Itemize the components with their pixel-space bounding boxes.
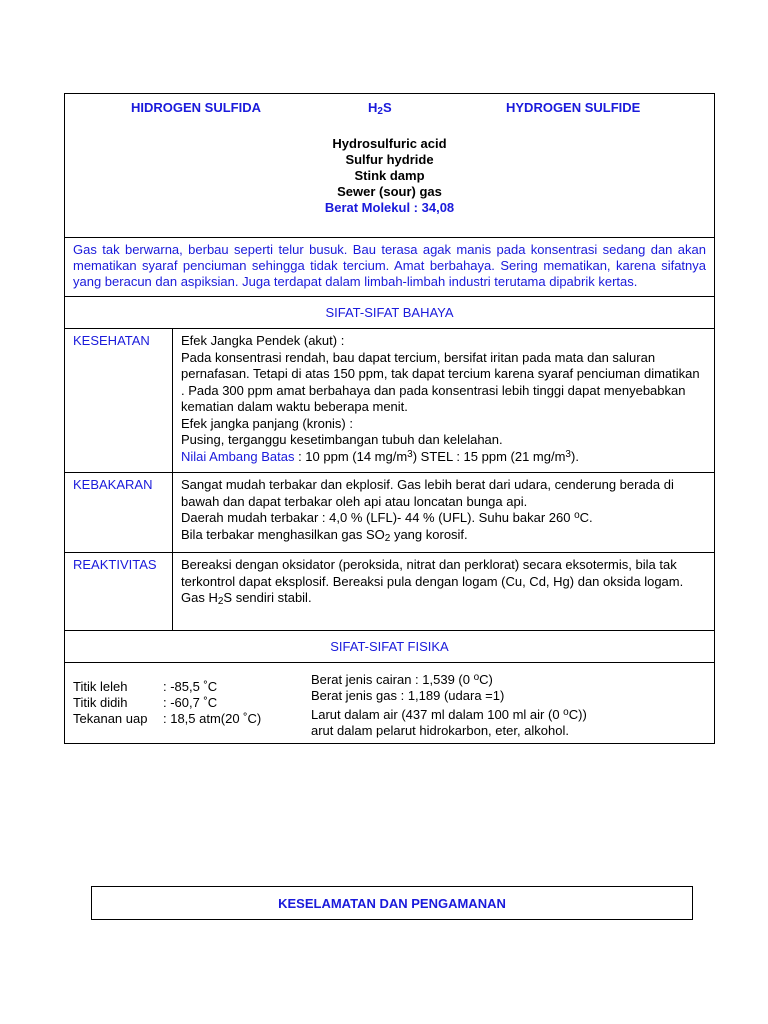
fire-line-1: Sangat mudah terbakar dan ekplosif. Gas lebih berat dari udara, cenderung berada di bawah dan dapat terbakar oleh api atau loncatan bunga api. [181,477,674,509]
superscript: 3 [565,448,571,460]
reactivity-text-b: S sendiri stabil. [223,590,312,605]
melting-value: : -85,5 ˚C [163,679,218,694]
flammable-range [181,510,706,527]
melting-point [73,679,261,695]
liquid-density [311,672,587,688]
acute-title: Efek Jangka Pendek (akut) : [181,333,345,348]
safety-heading: KESELAMATAN DAN PENGAMANAN [91,886,693,920]
fire-row [65,473,714,553]
formula-s: S [382,100,392,115]
synonym-list [65,136,714,216]
vapor-value: : 18,5 atm(20 ˚C) [163,711,262,726]
title-row [65,100,714,118]
physical-heading: SIFAT-SIFAT FISIKA [65,631,714,663]
acute-text: Pada konsentrasi rendah, bau dapat tercium, bersifat iritan pada mata dan saluran pernafasan. Tetapi di atas 150 ppm, tak dapat tercium karena syaraf penciuman dimatikan . Pada 300 ppm amat berbahaya dan pada konsentrasi lebih tinggi dapat menyebabkan kematian dalam waktu beberapa menit. [181,349,700,414]
vapor-label: Tekanan uap [73,711,148,726]
liquid-density-unit: C) [479,672,493,687]
solubility-solvents: arut dalam pelarut hidrokarbon, eter, alkohol. [311,723,569,738]
reactivity-text [181,557,706,607]
document-header [65,94,714,238]
degree-superscript: o [563,707,569,718]
physical-properties [65,663,714,743]
synonym: Sewer (sour) gas [337,184,442,199]
reactivity-row [65,553,714,631]
melting-label: Titik leleh [73,679,128,694]
formula-h: H [368,100,378,115]
health-row [65,329,714,473]
combustion-text-a: Bila terbakar menghasilkan gas SO [181,526,385,542]
solubility-unit: C)) [568,707,587,722]
formula-subscript: 2 [377,106,383,117]
combustion-text-b: yang korosif. [390,526,468,542]
vapor-pressure [73,711,261,727]
threshold-value-a: : 10 ppm (14 mg/m [294,448,408,464]
reactivity-text-a: Bereaksi dengan oksidator (peroksida, nitrat dan perklorat) secara eksotermis, bila tak terkontrol dapat eksplosif. Bereaksi pula dengan logam (Cu, Cd, Hg) dan oksida logam. Gas H [181,557,684,605]
chemical-formula [368,100,392,115]
subscript: 2 [384,532,391,544]
threshold-value-b: ) STEL : 15 ppm (21 mg/m [412,448,566,464]
superscript: 3 [407,448,413,460]
title-indonesian: HIDROGEN SULFIDA [131,100,261,115]
liquid-density-text: Berat jenis cairan : 1,539 (0 [311,672,474,687]
flammable-range-unit: C. [579,510,593,525]
degree-superscript: o [473,672,480,683]
msds-document [64,93,715,744]
solubility [311,707,587,723]
threshold-label: Nilai Ambang Batas [181,448,295,464]
chronic-text: Pusing, terganggu kesetimbangan tubuh dan kelelahan. [181,432,503,447]
threshold-value-c: ). [570,448,579,464]
reactivity-body [173,553,714,630]
combustion-products [181,527,706,544]
boiling-label: Titik didih [73,695,128,710]
synonym: Stink damp [354,168,425,183]
physical-right [311,672,587,739]
fire-body [173,473,714,552]
boiling-point [73,695,261,711]
description: Gas tak berwarna, berbau seperti telur busuk. Bau terasa agak manis pada konsentrasi sedang dan akan mematikan syaraf penciuman sehingga tidak tercium. Amat berbahaya. Sering mematikan, karena sifatnya yang beracun dan aspiksian. Juga terdapat dalam limbah-limbah industri terutama dipabrik kertas. [65,238,714,297]
reactivity-label: REAKTIVITAS [65,553,173,630]
hazards-heading: SIFAT-SIFAT BAHAYA [65,297,714,329]
solubility-text: Larut dalam air (437 ml dalam 100 ml air (0 [311,707,564,722]
threshold-limit [181,449,706,466]
subscript: 2 [217,596,224,607]
health-label: KESEHATAN [65,329,173,472]
synonym: Hydrosulfuric acid [332,136,447,151]
chronic-title: Efek jangka panjang (kronis) : [181,415,353,431]
synonym: Sulfur hydride [345,152,434,167]
molecular-weight: Berat Molekul : 34,08 [324,200,455,215]
physical-left [73,679,261,727]
fire-label: KEBAKARAN [65,473,173,552]
title-english: HYDROGEN SULFIDE [506,100,641,115]
gas-density: Berat jenis gas : 1,189 (udara =1) [311,688,505,703]
flammable-range-text: Daerah mudah terbakar : 4,0 % (LFL)- 44 % (UFL). Suhu bakar 260 [181,510,575,525]
health-body [173,329,714,472]
degree-superscript: o [574,510,580,521]
boiling-value: : -60,7 ˚C [163,695,218,710]
